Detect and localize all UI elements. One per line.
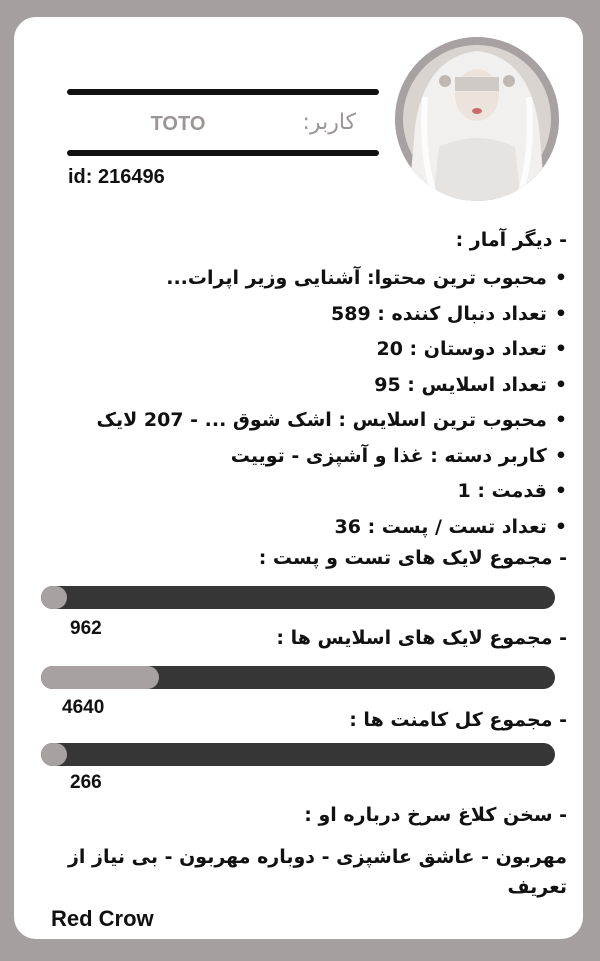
stat-item: • تعداد تست / پست : 36 bbox=[97, 510, 568, 546]
user-label: کاربر: bbox=[302, 110, 356, 135]
header-rule-bottom bbox=[67, 150, 379, 156]
likes-slices-value: 4640 bbox=[62, 697, 105, 718]
stat-item: • تعداد دوستان : 20 bbox=[97, 332, 568, 368]
username: TOTO bbox=[150, 113, 206, 135]
avatar-portrait-icon bbox=[395, 37, 559, 201]
stat-item: • تعداد دنبال کننده : 589 bbox=[97, 297, 568, 333]
about-label: - سخن کلاغ سرخ درباره او : bbox=[304, 804, 567, 826]
stat-item: • تعداد اسلایس : 95 bbox=[97, 368, 568, 404]
comments-label: - مجموع کل کامنت ها : bbox=[349, 709, 567, 731]
stat-item: • محبوب ترین اسلایس : اشک شوق ... - 207 لایک bbox=[97, 403, 568, 439]
signature: Red Crow bbox=[51, 906, 154, 931]
likes-posts-bar-fill bbox=[41, 586, 67, 609]
avatar bbox=[395, 37, 559, 201]
likes-posts-label: - مجموع لایک های تست و پست : bbox=[258, 547, 567, 569]
comments-bar-fill bbox=[41, 743, 67, 766]
likes-posts-bar bbox=[41, 586, 555, 609]
likes-posts-value: 962 bbox=[70, 618, 102, 639]
about-text: مهربون - عاشق عاشپزی - دوباره مهربون - بی نیاز از تعریف bbox=[67, 846, 567, 898]
header-rule-top bbox=[67, 89, 379, 95]
stat-item: • کاربر دسته : غذا و آشپزی - توییت bbox=[97, 439, 568, 475]
stats-heading: - دیگر آمار : bbox=[455, 229, 567, 251]
comments-value: 266 bbox=[70, 772, 102, 793]
user-id: id: 216496 bbox=[68, 166, 165, 188]
likes-slices-bar bbox=[41, 666, 555, 689]
stat-item: • قدمت : 1 bbox=[97, 474, 568, 510]
stats-list bbox=[97, 261, 568, 545]
stat-item: • محبوب ترین محتوا: آشنایی وزیر اپرات... bbox=[97, 261, 568, 297]
comments-bar bbox=[41, 743, 555, 766]
likes-slices-bar-fill bbox=[41, 666, 159, 689]
likes-slices-label: - مجموع لایک های اسلایس ها : bbox=[276, 627, 567, 649]
